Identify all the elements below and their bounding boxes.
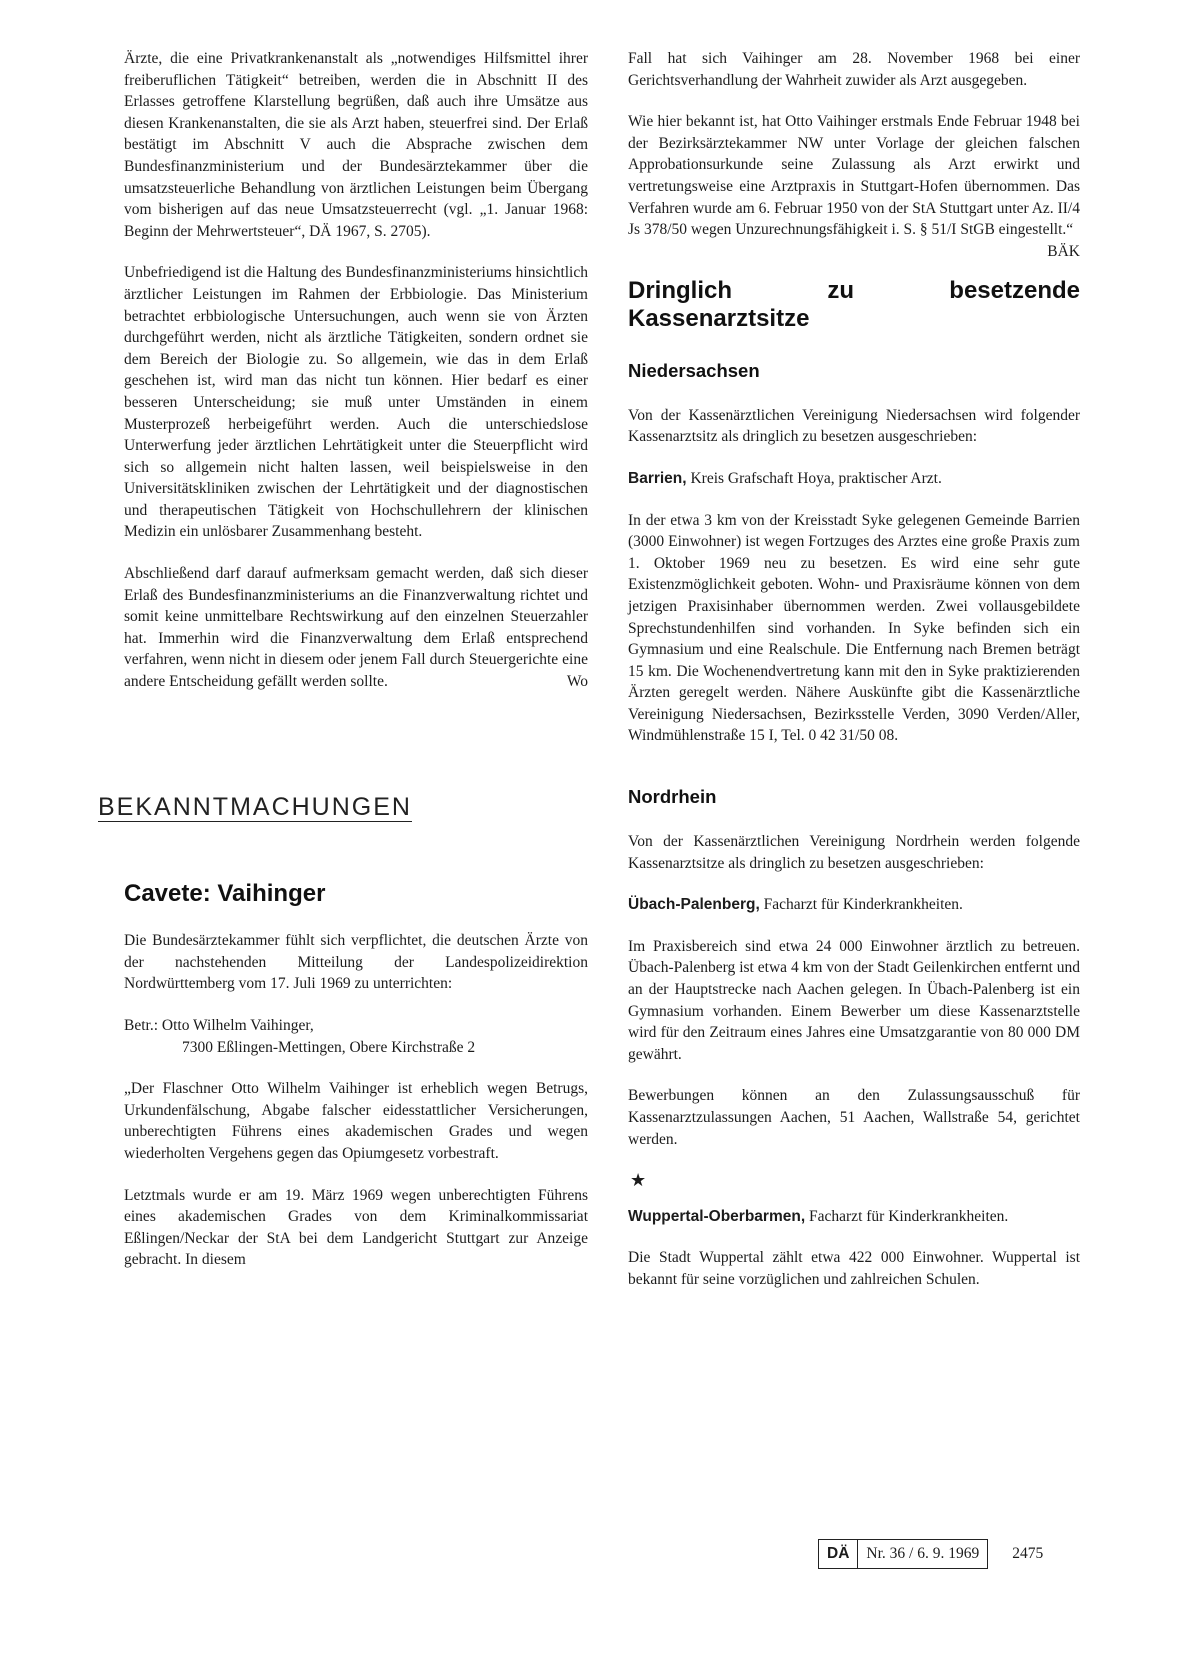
left-column [98,48,588,1291]
subject-line: Betr.: Otto Wilhelm Vaihinger, [124,1017,314,1034]
paragraph: Im Praxisbereich sind etwa 24 000 Einwohner ärztlich zu betreuen. Übach-Palenberg ist etwa 4 km von der Stadt Geilenkirchen entfernt und an der Hauptstrecke nach Aachen gelegen. In Übach-Palenberg ist ein Gymnasium vorhanden. Einem Bewerber um diese Kassenarztstelle wird für den Zeitraum eines Jahres eine Umsatzgarantie von 80 000 DM gewährt. [628,937,1080,1063]
paragraph [628,111,1080,260]
region-heading: Nordrhein [628,786,717,808]
paragraph: Von der Kassenärztlichen Vereinigung Nordrhein werden folgende Kassenarztsitze als dringlich zu besetzen ausgeschrieben: [628,833,1080,872]
listing-specialty: Kreis Grafschaft Hoya, praktischer Arzt. [686,469,942,487]
listing-lead [628,894,1080,916]
paragraph: „Der Flaschner Otto Wilhelm Vaihinger ist erheblich wegen Betrugs, Urkundenfälschung, Abgabe falscher eidesstattlicher Versicherungen, unberechtigten Führens eines akademischen Grades und wegen wiederholten Vergehens gegen das Opiumgesetz vorbestraft. [124,1080,588,1162]
article-title: Cavete: Vaihinger [124,880,326,908]
issue-info: Nr. 36 / 6. 9. 1969 [857,1539,988,1569]
author-signature: Wo [566,673,588,691]
subject-address: 7300 Eßlingen-Mettingen, Obere Kirchstraße 2 [182,1038,476,1056]
paragraph: In der etwa 3 km von der Kreisstadt Syke gelegenen Gemeinde Barrien (3000 Einwohner) ist wegen Fortzuges des Arztes eine große Praxis zum 1. Oktober 1969 neu zu besetzen. Es wird eine sehr gute Existenzmöglichkeit geboten. Wohn- und Praxisräume können von dem jetzigen Praxisinhaber übernommen werden. Zwei vollausgebildete Sprechstundenhilfen sind vorhanden. In Syke befinden sich ein Gymnasium und eine Realschule. Die Entfernung nach Bremen beträgt 15 km. Die Wochenendvertretung kann mit den in Syke praktizierenden Ärzten geregelt werden. Nähere Auskünfte gibt die Kassenärztliche Vereinigung Niedersachsen, Bezirksstelle Verden, 3090 Verden/Aller, Windmühlenstraße 15 I, Tel. 0 42 31/50 08. [628,511,1080,745]
article-title: Dringlich zu besetzende Kassenarztsitze [628,276,1080,332]
paragraph [124,563,588,693]
listing-lead [628,468,1080,490]
section-heading: BEKANNTMACHUNGEN [98,792,412,821]
subject-block [124,1015,588,1058]
paragraph: Die Bundesärztekammer fühlt sich verpflichtet, die deutschen Ärzte von der nachstehenden Mitteilung der Landespolizeidirektion Nordwürttemberg vom 17. Juli 1969 zu unterrichten: [124,932,588,993]
paragraph-text: Wie hier bekannt ist, hat Otto Vaihinger erstmals Ende Februar 1948 bei der Bezirksärztekammer NW unter Vorlage der gleichen falschen Approbationsurkunde seine Zulassung als Arzt erwirkt und vertretungsweise eine Arztpraxis in Stuttgart-Hofen übernommen. Das Verfahren wurde am 6. Februar 1950 von der StA Stuttgart unter Az. II/4 Js 378/50 wegen Unzurechnungsfähigkeit i. S. § 51/I StGB eingestellt.“ [628,113,1080,239]
location-name: Wuppertal-Oberbarmen, [628,1207,806,1225]
location-name: Barrien, [628,469,687,487]
listing-specialty: Facharzt für Kinderkrankheiten. [759,896,963,914]
paragraph: Von der Kassenärztlichen Vereinigung Niedersachsen wird folgender Kassenarztsitz als dringlich zu besetzen ausgeschrieben: [628,406,1080,446]
page-footer [818,1539,1043,1569]
paragraph-text: Abschließend darf darauf aufmerksam gemacht werden, daß sich dieser Erlaß des Bundesfinanzministeriums an die Finanzverwaltung richtet und somit keine unmittelbare Rechtswirkung auf den einzelnen Steuerzahler hat. Immerhin wird die Finanzverwaltung dem Erlaß entsprechend verfahren, wenn nicht in diesem oder jenem Fall durch Steuergerichte eine andere Entscheidung gefällt werden sollte. [124,565,588,691]
paragraph: Ärzte, die eine Privatkrankenanstalt als „notwendiges Hilfsmittel ihrer freiberuflichen Tätigkeit“ betreiben, werden die in Abschnitt II des Erlasses getroffene Klarstellung begrüßen, daß auch ihre Umsätze aus diesen Krankenanstalten, die sie als Arzt haben, steuerfrei sind. Der Erlaß bestätigt im Abschnitt V auch die Absprache zwischen dem Bundesfinanzministerium und der Bundesärztekammer über die umsatzsteuerliche Behandlung von ärztlichen Leistungen beim Übergang vom bisherigen auf das neue Umsatzsteuerrecht (vgl. „1. Januar 1968: Beginn der Mehrwertsteuer“, DÄ 1967, S. 2705). [124,50,588,240]
star-separator: ★ [630,1170,647,1191]
journal-logo: DÄ [818,1539,857,1569]
paragraph: Die Stadt Wuppertal zählt etwa 422 000 Einwohner. Wuppertal ist bekannt für seine vorzüglichen und zahlreichen Schulen. [628,1249,1080,1288]
listing-lead [628,1206,1080,1228]
paragraph: Letztmals wurde er am 19. März 1969 wegen unberechtigten Führens eines akademischen Grades von dem Kriminalkommissariat Eßlingen/Neckar der StA bei dem Landgericht Stuttgart zur Anzeige gebracht. In diesem [124,1186,588,1269]
author-signature: BÄK [1047,242,1080,260]
location-name: Übach-Palenberg, [628,896,760,914]
page-number: 2475 [1012,1545,1044,1562]
paragraph: Bewerbungen können an den Zulassungsausschuß für Kassenarztzulassungen Aachen, 51 Aachen, Wallstraße 54, gerichtet werden. [628,1087,1080,1148]
paragraph: Fall hat sich Vaihinger am 28. November 1968 bei einer Gerichtsverhandlung der Wahrheit zuwider als Arzt ausgegeben. [628,50,1080,89]
listing-specialty: Facharzt für Kinderkrankheiten. [805,1207,1009,1225]
paragraph: Unbefriedigend ist die Haltung des Bundesfinanzministeriums hinsichtlich ärztlicher Leistungen im Rahmen der Erbbiologie. Das Ministerium betrachtet erbbiologische Untersuchungen, auch wenn sie von Ärzten durchgeführt werden, nicht als ärztliche Tätigkeiten, sondern ordnet sie dem Bereich der Biologie zu. So allgemein, wie das in dem Erlaß geschehen ist, wird man das nicht tun können. Hier bedarf es einer besseren Unterscheidung; sie muß unter Umständen in einem Musterprozeß herbeigeführt werden. Auch die unterschiedslose Unterwerfung jeder ärztlichen Lehrtätigkeit unter die Steuerpflicht wird sich so allgemein nicht halten lassen, weil beispielsweise in den Universitätskliniken zwischen der Lehrtätigkeit und der diagnostischen und therapeutischen Tätigkeit von Hochschullehrern der klinischen Medizin ein unlösbarer Zusammenhang besteht. [124,264,588,541]
region-heading: Niedersachsen [628,359,760,381]
right-column [628,48,1080,1311]
